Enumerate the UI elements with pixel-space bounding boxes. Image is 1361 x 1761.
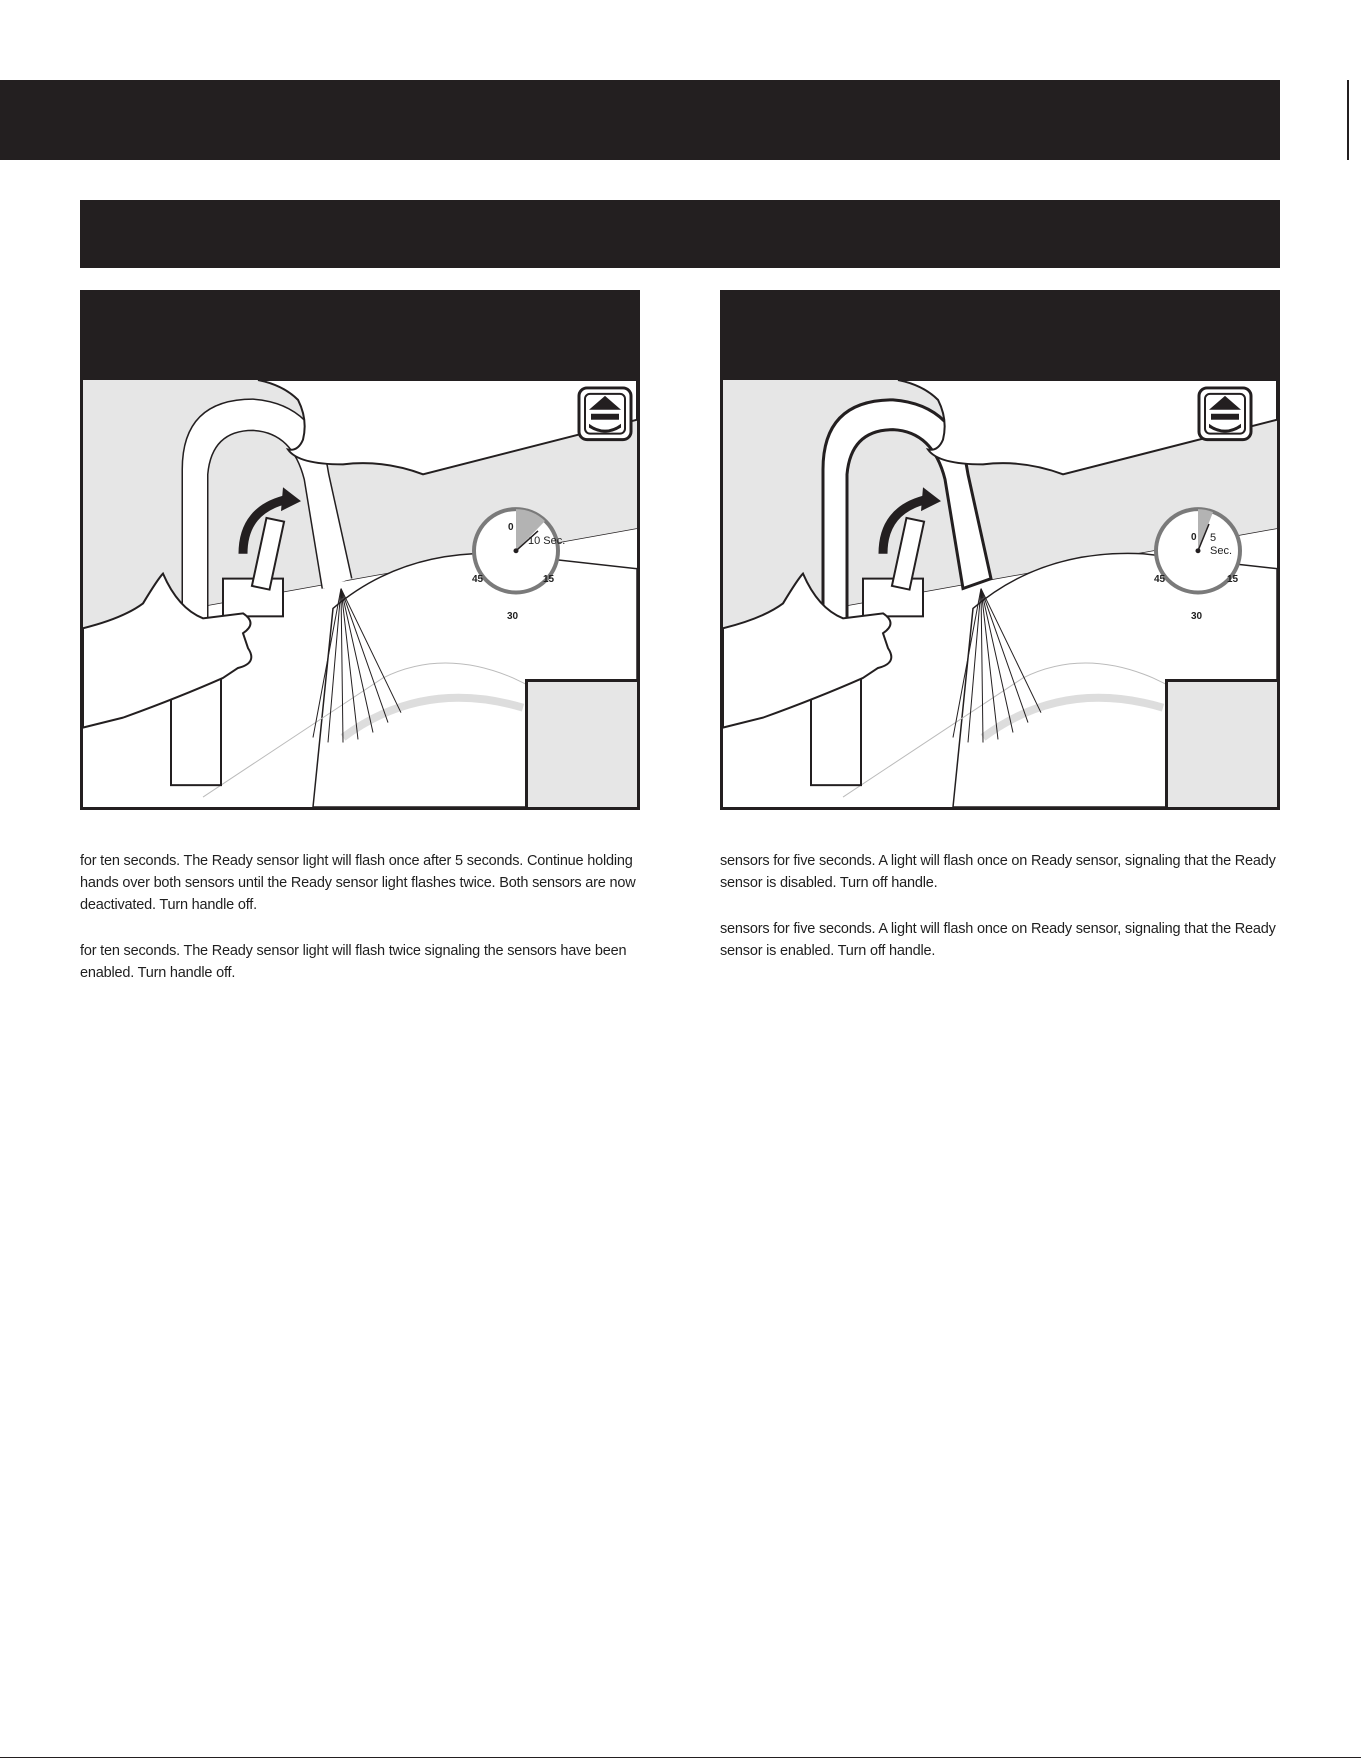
instruction-paragraph: for ten seconds. The Ready sensor light will flash once after 5 seconds. Continue holding hands over both sensors until the Ready sensor light flashes twice. Both sensors are now deactivated. Turn handle off. (80, 853, 636, 913)
timer-label-bottom: 30 (1191, 611, 1203, 622)
timer-label-bottom: 30 (507, 611, 519, 622)
page-edge-mark (1347, 80, 1349, 160)
instruction-paragraph: sensors for five seconds. A light will flash once on Ready sensor, signaling that the Ready sensor is enabled. Turn off handle. (720, 921, 1276, 959)
panel-header-right (723, 293, 1277, 380)
timer-label-top: 0 (508, 522, 514, 533)
instruction-paragraph: sensors for five seconds. A light will flash once on Ready sensor, signaling that the Ready sensor is disabled. Turn off handle. (720, 853, 1276, 891)
timer-label-right: 15 (1227, 574, 1239, 585)
instructions-left (80, 850, 645, 1008)
section-header-bar (80, 200, 1280, 268)
instructions-right (720, 850, 1280, 986)
timer-label-right: 15 (543, 574, 555, 585)
reset-icon (1199, 388, 1251, 440)
instruction-paragraph: for ten seconds. The Ready sensor light will flash twice signaling the sensors have been enabled. Turn handle off. (80, 943, 627, 981)
timer-marker-label-2: Sec. (1210, 545, 1233, 557)
corner-inset-box-right (1165, 679, 1277, 807)
top-header-bar (0, 80, 1280, 160)
page-bottom-rule (0, 1757, 1361, 1758)
panel-header-left (83, 293, 637, 380)
timer-marker-label-1: 5 (1210, 532, 1217, 544)
timer-label-left: 45 (1154, 574, 1166, 585)
reset-icon (579, 388, 631, 440)
illustration-panel-right (720, 290, 1280, 810)
timer-marker-label: 10 Sec. (528, 535, 566, 547)
timer-label-top: 0 (1191, 532, 1197, 543)
illustration-panel-left (80, 290, 640, 810)
timer-label-left: 45 (472, 574, 484, 585)
corner-inset-box-left (525, 679, 637, 807)
